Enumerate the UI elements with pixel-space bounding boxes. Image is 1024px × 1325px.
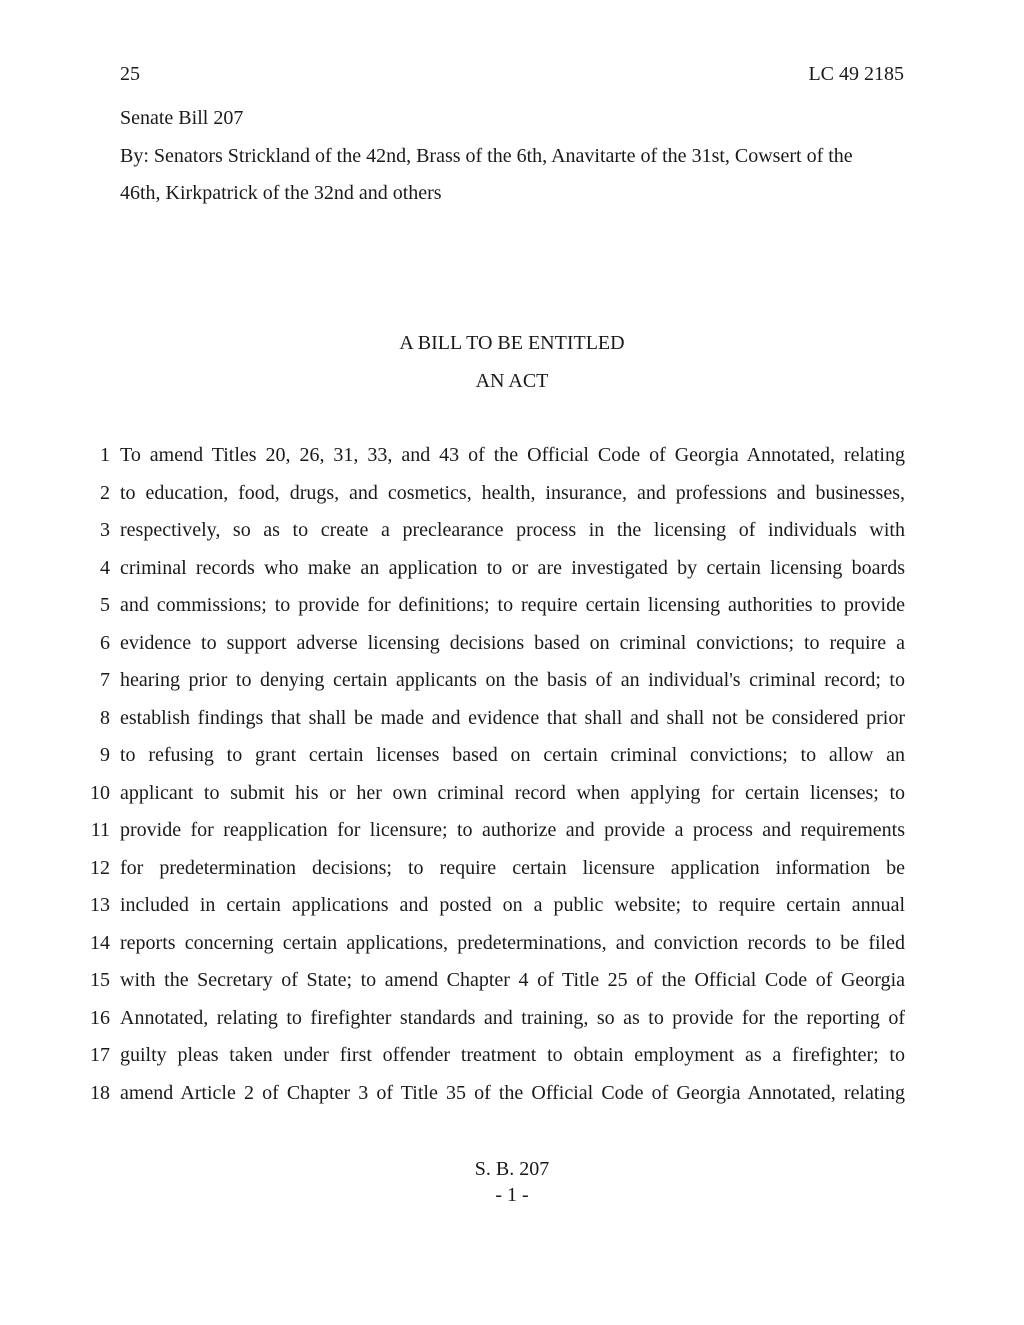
line-number: 2 [100, 481, 110, 504]
line-number: 15 [90, 969, 110, 991]
numbered-line [0, 593, 1024, 631]
numbered-line [0, 1006, 1024, 1044]
footer-bill-number: S. B. 207 [474, 1158, 550, 1180]
numbered-line [0, 1043, 1024, 1081]
bill-caption-title: A BILL TO BE ENTITLED [399, 332, 625, 354]
line-number: 16 [90, 1006, 110, 1029]
line-text: evidence to support adverse licensing decisions based on criminal convictions; to require a [120, 631, 905, 654]
line-text: reports concerning certain applications, predeterminations, and conviction records to be filed [120, 931, 905, 954]
numbered-line [0, 556, 1024, 594]
line-number: 18 [90, 1081, 110, 1104]
footer-page-number: - 1 - [495, 1184, 529, 1206]
line-number: 13 [90, 894, 110, 916]
line-text: included in certain applications and posted on a public website; to require certain annual [120, 894, 905, 916]
line-number: 5 [100, 594, 110, 616]
line-text: amend Article 2 of Chapter 3 of Title 35 of the Official Code of Georgia Annotated, relating [120, 1081, 905, 1104]
lc-number: LC 49 2185 [808, 63, 904, 85]
numbered-line [0, 743, 1024, 781]
line-number: 6 [100, 631, 110, 654]
sponsors-line-1: By: Senators Strickland of the 42nd, Brass of the 6th, Anavitarte of the 31st, Cowsert of the [120, 145, 853, 167]
line-text: for predetermination decisions; to require certain licensure application information be [120, 856, 905, 879]
numbered-line [0, 443, 1024, 481]
line-number: 17 [90, 1044, 110, 1066]
bill-number: Senate Bill 207 [120, 107, 244, 129]
numbered-line [0, 481, 1024, 519]
line-number: 4 [100, 556, 110, 579]
line-text: Annotated, relating to firefighter standards and training, so as to provide for the reporting of [120, 1006, 905, 1029]
numbered-line [0, 1081, 1024, 1119]
line-number: 7 [100, 669, 110, 691]
line-number: 12 [90, 856, 110, 879]
line-number: 3 [100, 519, 110, 541]
line-number: 10 [90, 781, 110, 804]
numbered-line [0, 968, 1024, 1006]
numbered-line [0, 631, 1024, 669]
line-text: to refusing to grant certain licenses based on certain criminal convictions; to allow an [120, 744, 905, 766]
numbered-line [0, 518, 1024, 556]
numbered-line [0, 931, 1024, 969]
line-text: respectively, so as to create a preclearance process in the licensing of individuals with [120, 519, 905, 541]
line-text: establish findings that shall be made and evidence that shall and shall not be considered prior [120, 706, 905, 729]
line-text: and commissions; to provide for definitions; to require certain licensing authorities to provide [120, 594, 905, 616]
line-text: applicant to submit his or her own criminal record when applying for certain licenses; to [120, 781, 905, 804]
numbered-line [0, 668, 1024, 706]
numbered-line [0, 856, 1024, 894]
numbered-line [0, 818, 1024, 856]
line-text: to education, food, drugs, and cosmetics, health, insurance, and professions and businesses, [120, 481, 905, 504]
line-number: 9 [100, 744, 110, 766]
sponsors-line-2: 46th, Kirkpatrick of the 32nd and others [120, 182, 442, 204]
line-number: 8 [100, 706, 110, 729]
session-number: 25 [120, 63, 140, 85]
numbered-line [0, 893, 1024, 931]
line-text: To amend Titles 20, 26, 31, 33, and 43 of the Official Code of Georgia Annotated, relating [120, 444, 905, 466]
line-text: criminal records who make an application to or are investigated by certain licensing boards [120, 556, 905, 579]
line-number: 1 [100, 444, 110, 466]
numbered-line [0, 781, 1024, 819]
numbered-line [0, 706, 1024, 744]
line-text: provide for reapplication for licensure; to authorize and provide a process and requirements [120, 819, 905, 841]
line-number: 11 [90, 819, 110, 841]
line-text: guilty pleas taken under first offender treatment to obtain employment as a firefighter; to [120, 1044, 905, 1066]
bill-caption-act: AN ACT [475, 370, 549, 392]
bill-body [0, 443, 1024, 1118]
line-text: hearing prior to denying certain applicants on the basis of an individual's criminal record; to [120, 669, 905, 691]
line-number: 14 [90, 931, 110, 954]
line-text: with the Secretary of State; to amend Chapter 4 of Title 25 of the Official Code of Georgia [120, 969, 905, 991]
